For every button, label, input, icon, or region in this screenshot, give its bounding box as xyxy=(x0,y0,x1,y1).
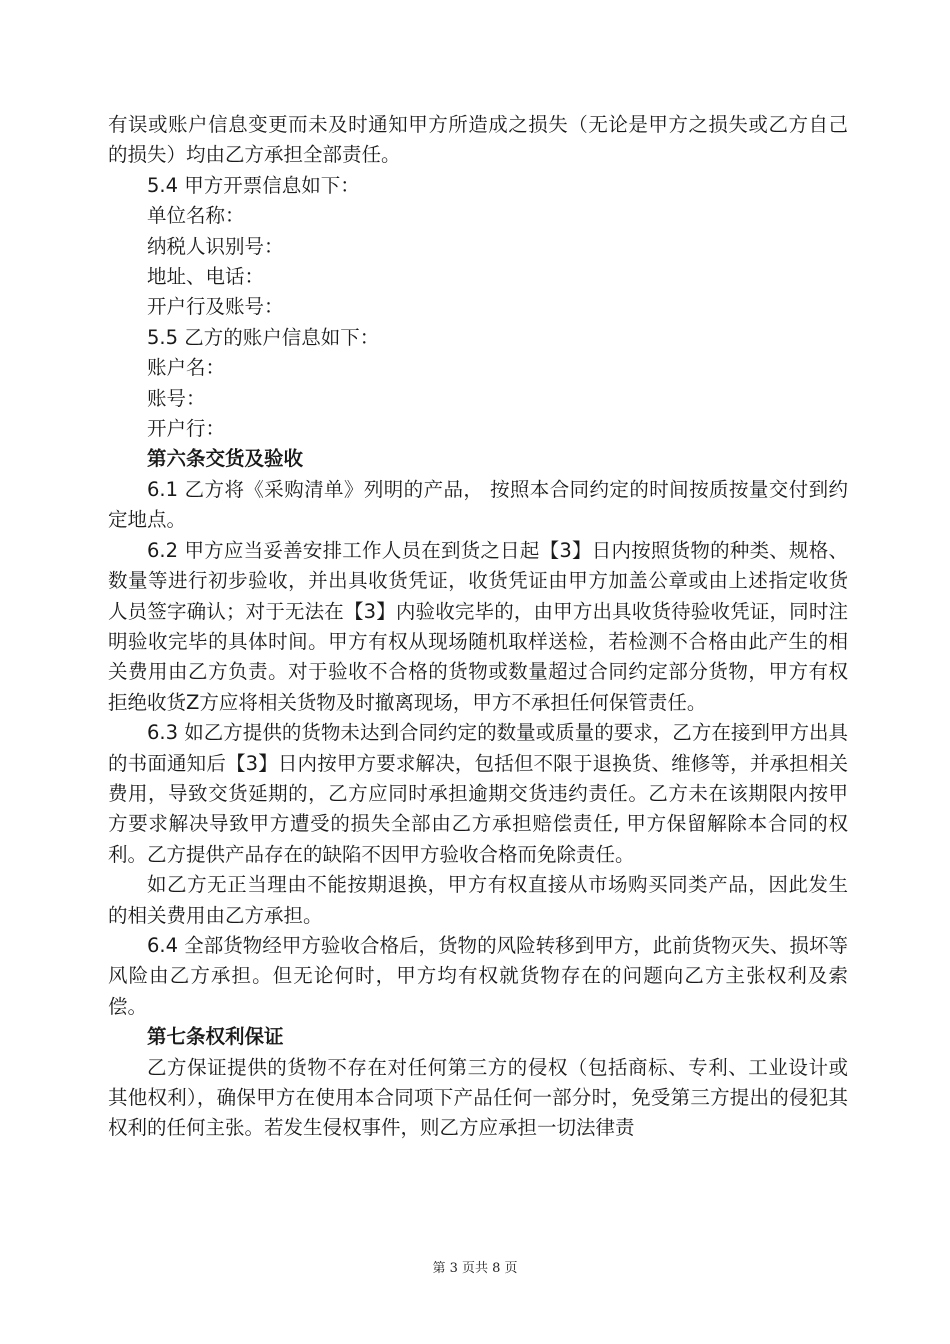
article-6-heading: 第六条交货及验收 xyxy=(147,447,304,471)
clause-6-3-supplement: 如乙方无正当理由不能按期退换，甲方有权直接从市场购买同类产品，因此发生的相关费用由乙方承担。 xyxy=(108,873,848,927)
paragraph-continuation: 有误或账户信息变更而未及时通知甲方所造成之损失（无论是甲方之损失或乙方自己的损失）均由乙方承担全部责任。 xyxy=(108,113,848,167)
clause-6-3: 6.3 如乙方提供的货物未达到合同约定的数量或质量的要求，乙方在接到甲方出具的书面通知后【3】日内按甲方要求解决，包括但不限于退换货、维修等，并承担相关费用，导致交货延期的，乙方应同时承担逾期交货违约责任。乙方未在该期限内按甲方要求解决导致甲方遭受的损失全部由乙方承担赔偿责任, 甲方保留解除本合同的权利。乙方提供产品存在的缺陷不因甲方验收合格而免除责任。 xyxy=(108,721,848,866)
clause-5-4: 5.4 甲方开票信息如下： xyxy=(147,173,360,197)
field-company-name: 单位名称： xyxy=(147,204,245,228)
field-address-phone: 地址、电话： xyxy=(147,265,265,289)
field-bank-account: 开户行及账号： xyxy=(147,295,284,319)
field-account-number: 账号： xyxy=(147,386,206,410)
field-account-name: 账户名： xyxy=(147,356,226,380)
clause-6-2: 6.2 甲方应当妥善安排工作人员在到货之日起【3】日内按照货物的种类、规格、数量等进行初步验收，并出具收货凭证，收货凭证由甲方加盖公章或由上述指定收货人员签字确认；对于无法在【3】内验收完毕的，由甲方出具收货待验收凭证，同时注明验收完毕的具体时间。甲方有权从现场随机取样送检，若检测不合格由此产生的相关费用由乙方负责。对于验收不合格的货物或数量超过合同约定部分货物，甲方有权拒绝收货Z方应将相关货物及时撤离现场，甲方不承担任何保管责任。 xyxy=(108,538,848,714)
clause-5-5: 5.5 乙方的账户信息如下： xyxy=(147,325,380,349)
page-number-footer: 第 3 页共 8 页 xyxy=(432,1261,518,1276)
article-7-heading: 第七条权利保证 xyxy=(147,1025,284,1049)
field-taxpayer-id: 纳税人识别号： xyxy=(147,234,284,258)
field-opening-bank: 开户行： xyxy=(147,417,226,441)
article-7-body: 乙方保证提供的货物不存在对任何第三方的侵权（包括商标、专利、工业设计或其他权利），确保甲方在使用本合同项下产品任何一部分时，免受第三方提出的侵犯其权利的任何主张。若发生侵权事件，则乙方应承担一切法律责 xyxy=(108,1055,848,1140)
document-body xyxy=(108,110,848,1144)
clause-6-1: 6.1 乙方将《采购清单》列明的产品， 按照本合同约定的时间按质按量交付到约定地点。 xyxy=(108,477,848,532)
clause-6-4: 6.4 全部货物经甲方验收合格后，货物的风险转移到甲方，此前货物灭失、损坏等风险由乙方承担。但无论何时，甲方均有权就货物存在的问题向乙方主张权利及索偿。 xyxy=(108,933,848,1018)
